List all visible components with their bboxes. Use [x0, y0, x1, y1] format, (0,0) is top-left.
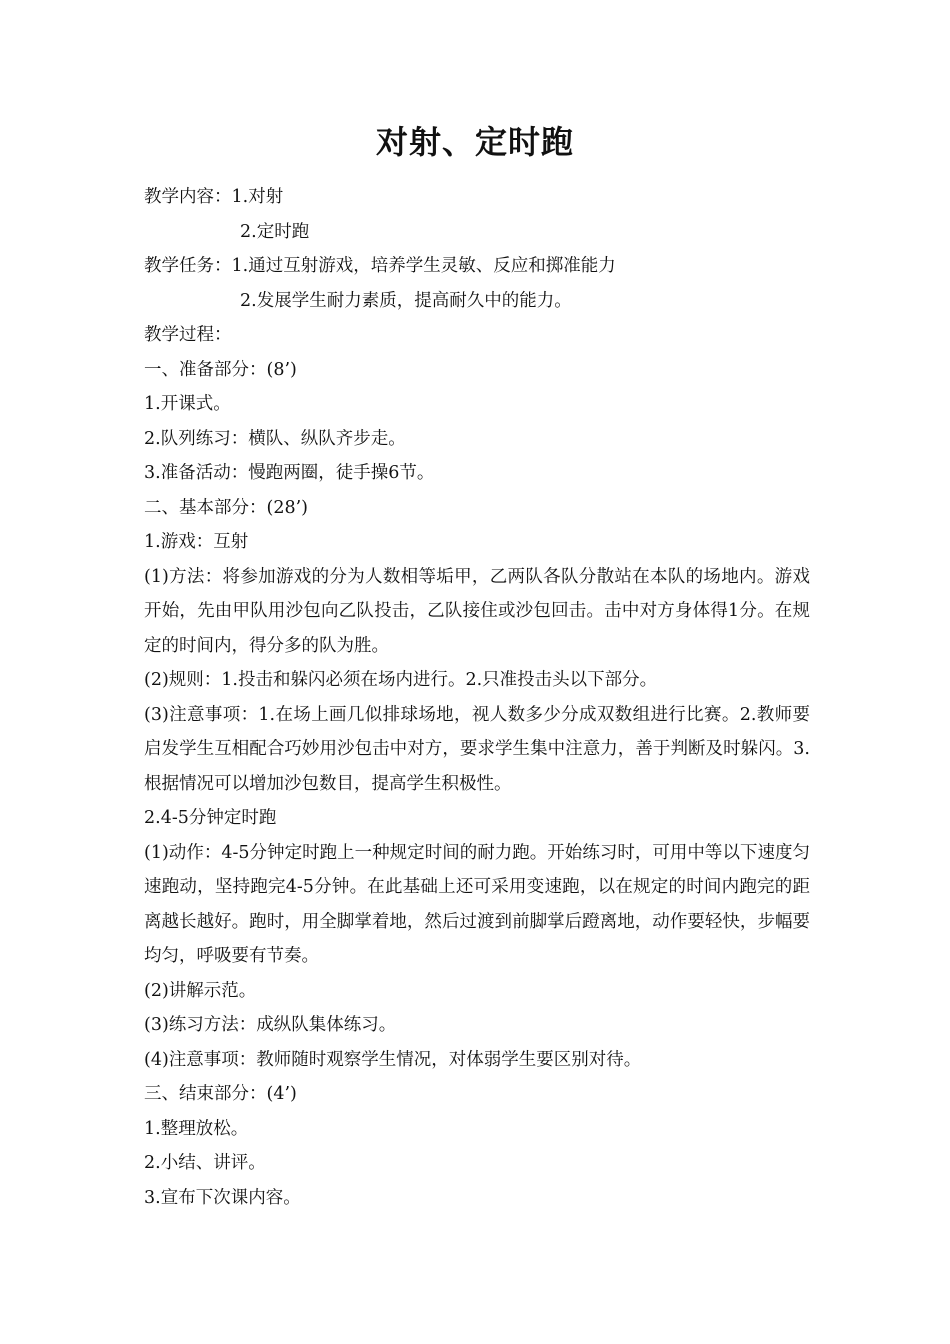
run-demo: (2)讲解示范。 [144, 980, 257, 1001]
game-method: (1)方法：将参加游戏的分为人数相等垢甲，乙两队各队分散站在本队的场地内。游戏开始，先由甲队用沙包向乙队投击，乙队接住或沙包回击。击中对方身体得1分。在规定的时间内，得分多的队为胜。 [144, 566, 810, 656]
prep-item-1: 1.开课式。 [144, 394, 231, 414]
end-item-2: 2.小结、讲评。 [144, 1153, 266, 1173]
end-heading: 三、结束部分：(4’) [144, 1084, 297, 1104]
content-label: 教学内容： [144, 187, 232, 207]
process-label: 教学过程： [144, 325, 232, 345]
game-rules: (2)规则：1.投击和躲闪必须在场内进行。2.只准投击头以下部分。 [144, 670, 658, 690]
document-body [144, 180, 810, 1215]
end-item-3: 3.宣布下次课内容。 [144, 1187, 301, 1208]
tasks-row [144, 249, 810, 284]
run-notes: (4)注意事项：教师随时观察学生情况，对体弱学生要区别对待。 [144, 1049, 642, 1070]
content-item-1: 1.对射 [231, 187, 284, 207]
prep-heading: 一、准备部分：(8’) [144, 359, 297, 380]
run-title: 2.4-5分钟定时跑 [144, 808, 277, 828]
document-title: 对射、定时跑 [375, 123, 574, 161]
basic-heading: 二、基本部分：(28’) [144, 497, 308, 518]
run-practice: (3)练习方法：成纵队集体练习。 [144, 1015, 397, 1035]
content-row [144, 180, 810, 215]
prep-item-3: 3.准备活动：慢跑两圈，徒手操6节。 [144, 463, 435, 483]
tasks-item-2: 2.发展学生耐力素质，提高耐久中的能力。 [240, 290, 572, 311]
run-action: (1)动作：4-5分钟定时跑上一种规定时间的耐力跑。开始练习时，可用中等以下速度匀速跑动，坚持跑完4-5分钟。在此基础上还可采用变速跑，以在规定的时间内跑完的距离越长越好。跑时，用全脚掌着地，然后过渡到前脚掌后蹬离地，动作要轻快，步幅要均匀，呼吸要有节奏。 [144, 842, 810, 966]
prep-item-2: 2.队列练习：横队、纵队齐步走。 [144, 428, 406, 449]
tasks-item-1: 1.通过互射游戏，培养学生灵敏、反应和掷准能力 [231, 256, 616, 276]
game-notes: (3)注意事项：1.在场上画几似排球场地，视人数多少分成双数组进行比赛。2.教师要启发学生互相配合巧妙用沙包击中对方，要求学生集中注意力，善于判断及时躲闪。3.根据情况可以增加沙包数目，提高学生积极性。 [144, 704, 810, 794]
tasks-label: 教学任务： [144, 256, 232, 276]
game-title: 1.游戏：互射 [144, 532, 249, 552]
end-item-1: 1.整理放松。 [144, 1118, 249, 1139]
content-item-2: 2.定时跑 [240, 221, 310, 242]
